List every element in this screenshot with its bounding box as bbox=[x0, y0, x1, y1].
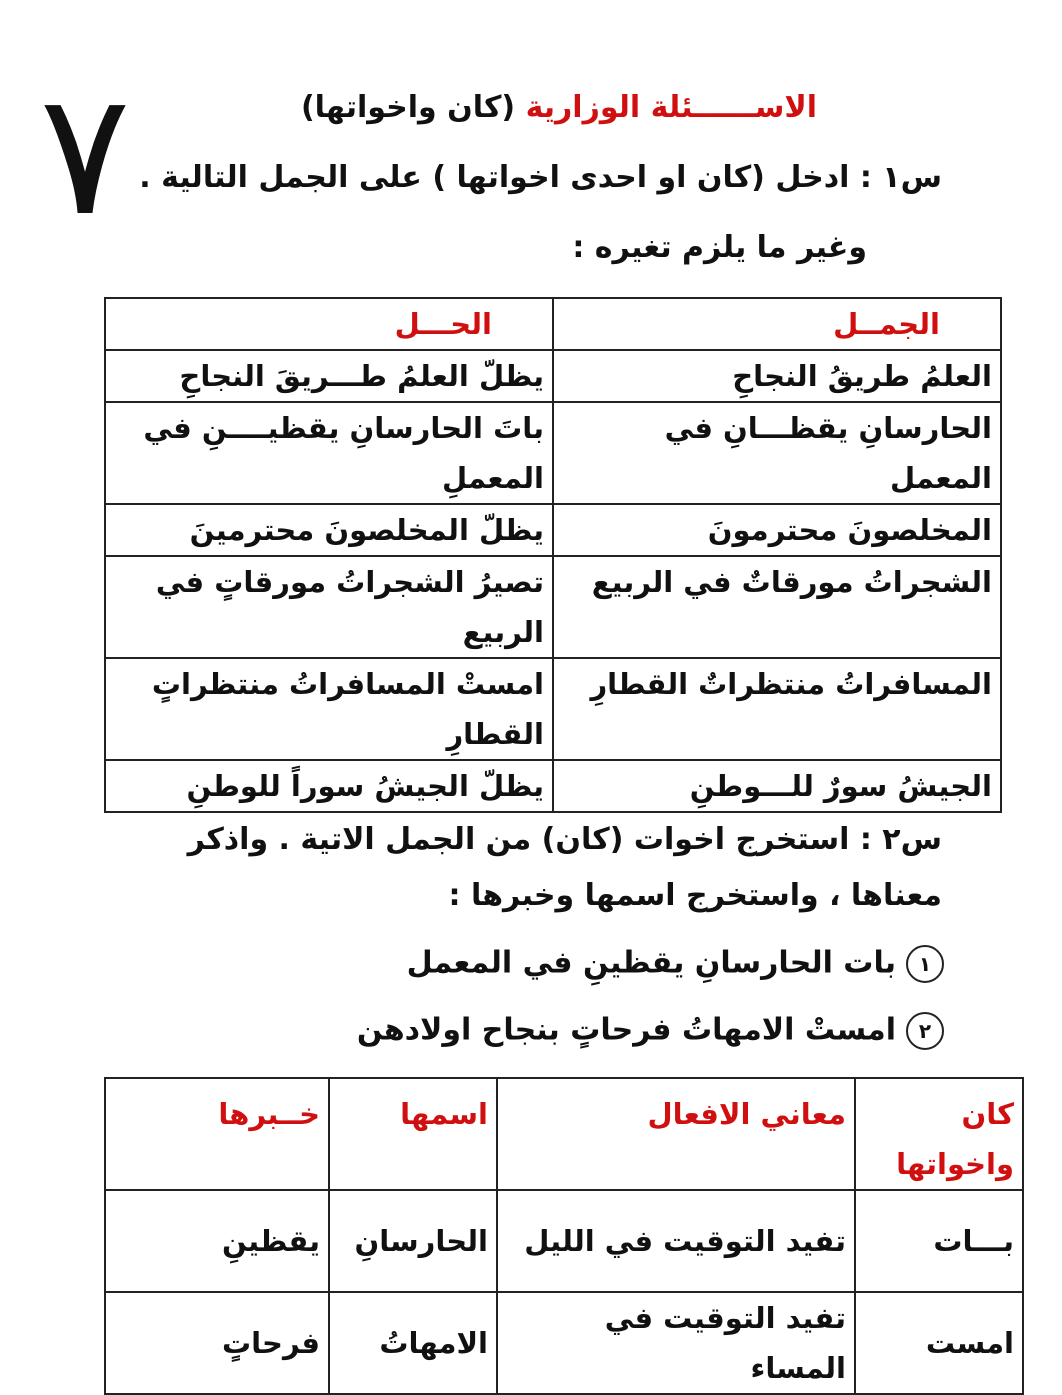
table-row bbox=[105, 350, 1001, 402]
header-subject: اسمها bbox=[329, 1078, 497, 1190]
verb-cell: امست bbox=[855, 1292, 1023, 1394]
subject-cell: الامهاتُ bbox=[329, 1292, 497, 1394]
question-2-item-1 bbox=[407, 945, 944, 983]
question-1-line-1: س١ : ادخل (كان او احدى اخواتها ) على الجمل التالية . bbox=[139, 160, 942, 195]
table-row bbox=[105, 1190, 1023, 1292]
table-row bbox=[105, 658, 1001, 760]
sentence-cell: العلمُ طريقُ النجاحِ bbox=[553, 350, 1001, 402]
page-title bbox=[301, 90, 817, 125]
predicate-cell: فرحاتٍ bbox=[105, 1292, 329, 1394]
title-sub: (كان واخواتها) bbox=[300, 90, 516, 125]
header-meaning: معاني الافعال bbox=[497, 1078, 855, 1190]
meaning-cell: تفيد التوقيت في المساء bbox=[497, 1292, 855, 1394]
item-number-badge: ٢ bbox=[906, 1012, 944, 1050]
solution-cell: يظلّ العلمُ طـــريقَ النجاحِ bbox=[105, 350, 553, 402]
answers-table-2 bbox=[104, 1077, 1024, 1395]
header-verb: كان واخواتها bbox=[855, 1078, 1023, 1190]
table-row bbox=[105, 556, 1001, 658]
table-header-row bbox=[105, 1078, 1023, 1190]
solution-cell: تصيرُ الشجراتُ مورقاتٍ في الربيع bbox=[105, 556, 553, 658]
meaning-cell: تفيد التوقيت في الليل bbox=[497, 1190, 855, 1292]
question-2-line-1: س٢ : استخرج اخوات (كان) من الجمل الاتية . واذكر bbox=[187, 822, 942, 857]
title-main: الاســــــئلة الوزارية bbox=[525, 90, 817, 125]
item-text: امستْ الامهاتُ فرحاتٍ بنجاح اولادهن bbox=[356, 1012, 896, 1048]
table-row bbox=[105, 504, 1001, 556]
sentence-cell: الجيشُ سورٌ للـــوطنِ bbox=[553, 760, 1001, 812]
table-header-row bbox=[105, 298, 1001, 350]
sentence-cell: الحارسانِ يقظـــانِ في المعمل bbox=[553, 402, 1001, 504]
answers-table-1 bbox=[104, 297, 1002, 813]
solution-cell: يظلّ المخلصونَ محترمينَ bbox=[105, 504, 553, 556]
verb-cell: بـــات bbox=[855, 1190, 1023, 1292]
header-predicate: خــبرها bbox=[105, 1078, 329, 1190]
question-1-line-2: وغير ما يلزم تغيره : bbox=[572, 230, 867, 265]
item-number-badge: ١ bbox=[906, 945, 944, 983]
subject-cell: الحارسانِ bbox=[329, 1190, 497, 1292]
table-row bbox=[105, 1292, 1023, 1394]
sentence-cell: المسافراتُ منتظراتٌ القطارِ bbox=[553, 658, 1001, 760]
question-2-line-2: معناها ، واستخرج اسمها وخبرها : bbox=[448, 878, 942, 913]
solution-cell: باتَ الحارسانِ يقظيــــنِ في المعملِ bbox=[105, 402, 553, 504]
table-row bbox=[105, 760, 1001, 812]
solution-cell: امستْ المسافراتُ منتظراتٍ القطارِ bbox=[105, 658, 553, 760]
header-sentences: الجمــل bbox=[553, 298, 1001, 350]
table-row bbox=[105, 402, 1001, 504]
header-solution: الحـــل bbox=[105, 298, 553, 350]
sentence-cell: المخلصونَ محترمونَ bbox=[553, 504, 1001, 556]
sentence-cell: الشجراتُ مورقاتٌ في الربيع bbox=[553, 556, 1001, 658]
predicate-cell: يقظينِ bbox=[105, 1190, 329, 1292]
item-text: بات الحارسانِ يقظينِ في المعمل bbox=[406, 945, 896, 981]
lesson-number: ٧ bbox=[39, 56, 131, 254]
solution-cell: يظلّ الجيشُ سوراً للوطنِ bbox=[105, 760, 553, 812]
question-2-item-2 bbox=[357, 1012, 944, 1050]
